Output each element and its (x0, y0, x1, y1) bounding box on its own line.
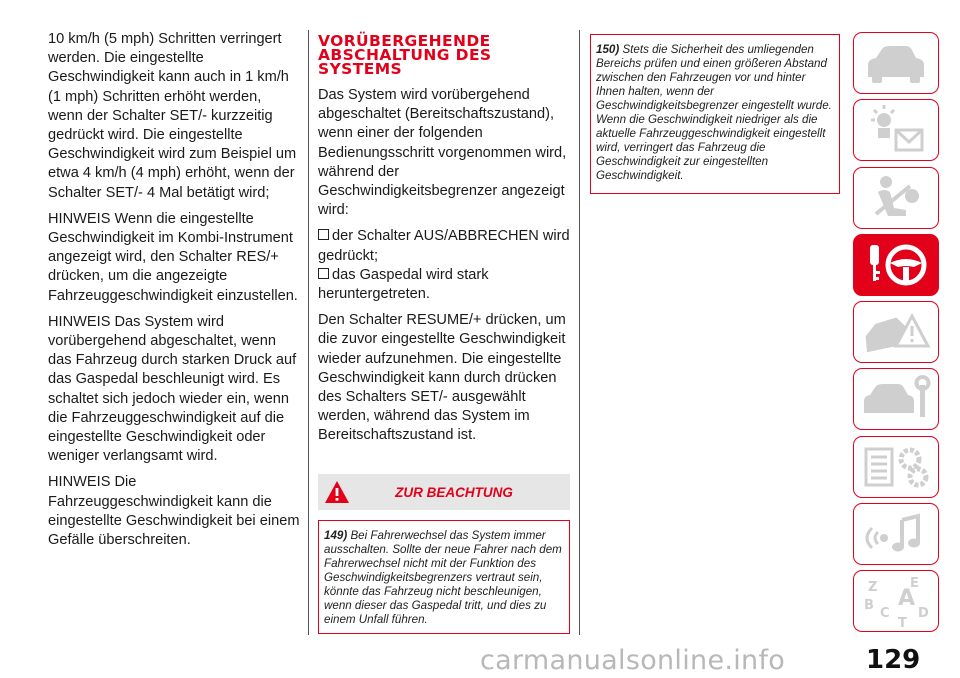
note-text: Stets die Sicherheit des umliegenden Bereichs prüfen und einen größeren Abstand zwischen den Fahrzeugen vor und hinter Ihnen halten, wenn der Geschwindigkeitsbegrenzer eingestellt wurde. Wenn die Geschwindigkeit niedriger als die aktuelle Fahrzeuggeschwindigkeit eingestellt wird, verringert das Fahrzeug die Geschwindigkeit zur eingestellten Geschwindigkeit. (596, 43, 832, 182)
car-dashboard-icon (854, 33, 938, 93)
checkbox-bullet-icon (318, 229, 329, 240)
paragraph: 10 km/h (5 mph) Schritten verringert werden. Die eingestellte Geschwindigkeit kann auch in 1 km/h (1 mph) Schritten erhöht werden, wenn der Schalter SET/- kurzzeitig gedrückt wird. Die eingestellte Geschwindigkeit wird zum Beispiel um etwa 4 km/h (4 mph) erhöht, wenn der Schalter SET/- 4 Mal betätigt wird; (48, 31, 297, 201)
tab-maintenance[interactable] (853, 368, 939, 430)
multimedia-music-icon (854, 504, 938, 564)
seat-airbag-safety-icon (854, 168, 938, 228)
column-2 (318, 30, 570, 634)
tab-emergency[interactable] (853, 301, 939, 363)
paragraph: HINWEIS Das System wird vorübergehend abgeschaltet, wenn das Fahrzeug durch starken Druck auf das Gaspedal beschleunigt wird. Es schaltet sich jedoch wieder ein, wenn die Fahrzeuggeschwindigkeit auf die eingestellte Geschwindigkeit oder weniger verlangsamt wird. (48, 313, 297, 465)
tab-index[interactable] (853, 570, 939, 632)
paragraph: HINWEIS Wenn die eingestellte Geschwindigkeit im Kombi-Instrument angezeigt wird, den Schalter RES/+ drücken, um die angezeigte Fahrzeuggeschwindigkeit einzustellen. (48, 210, 298, 304)
bullet-text: das Gaspedal wird stark heruntergetreten. (318, 266, 489, 303)
bullet-item (318, 227, 570, 265)
key-steering-wheel-icon (854, 235, 938, 295)
bullet-text: der Schalter AUS/ABBRECHEN wird gedrückt; (318, 228, 570, 264)
alphabetical-index-icon (854, 571, 938, 631)
svg-text:A: A (898, 586, 916, 612)
column-divider (579, 30, 580, 635)
tab-dashboard[interactable] (853, 32, 939, 94)
checkbox-bullet-icon (318, 268, 329, 279)
tab-safety[interactable] (853, 167, 939, 229)
page-number: 129 (866, 645, 921, 675)
svg-text:C: C (880, 606, 890, 622)
warning-note (318, 520, 570, 634)
note-number: 150) (596, 43, 620, 56)
car-maintenance-wrench-icon (854, 369, 938, 429)
warning-header (318, 474, 570, 510)
column-3 (590, 34, 840, 194)
svg-text:T: T (898, 616, 907, 632)
tab-starting-driving[interactable] (853, 234, 939, 296)
intro-paragraph: Das System wird vorübergehend abgeschaltet (Bereitschaftszustand), wenn einer der folgenden Bedienungsschritt vorgenommen wird, während der Geschwindigkeitsbegrenzer angezeigt wird: (318, 87, 567, 219)
bullet-item (318, 266, 570, 304)
tab-technical-data[interactable] (853, 436, 939, 498)
car-accident-warning-icon (854, 302, 938, 362)
svg-text:D: D (918, 606, 929, 622)
tab-warning-lights[interactable] (853, 99, 939, 161)
column-divider (308, 30, 309, 635)
svg-text:Z: Z (868, 580, 878, 596)
note-text: Bei Fahrerwechsel das System immer ausschalten. Sollte der neue Fahrer nach dem Fahrerwechsel nicht mit der Funktion des Geschwindigkeitsbegrenzers vertraut sein, könnte das Fahrzeug nicht beschleunigen, wenn dieser das Gaspedal tritt, und dies zu einem Unfall führen. (324, 528, 562, 626)
warning-box (318, 474, 570, 634)
tab-multimedia[interactable] (853, 503, 939, 565)
note-number: 149) (324, 528, 348, 542)
column-1 (48, 30, 300, 557)
warning-title: ZUR BEACHTUNG (395, 484, 513, 500)
warning-lights-message-icon (854, 100, 938, 160)
resume-paragraph: Den Schalter RESUME/+ drücken, um die zuvor eingestellte Geschwindigkeit wieder aufzunehmen. Die eingestellte Geschwindigkeit kann durch drücken des Schalters SET/- ausgewählt werden, während das System im Bereitschaftszustand ist. (318, 312, 566, 444)
svg-text:B: B (864, 598, 874, 614)
svg-text:E: E (910, 576, 919, 592)
chapter-tabs (853, 32, 939, 638)
paragraph: HINWEIS Die Fahrzeuggeschwindigkeit kann die eingestellte Geschwindigkeit bei einem Gefälle überschreiten. (48, 474, 300, 549)
warning-note (590, 34, 840, 194)
section-heading: VORÜBERGEHENDE ABSCHALTUNG DES SYSTEMS (318, 32, 492, 78)
watermark: carmanualsonline.info (480, 645, 786, 676)
technical-data-gears-icon (854, 437, 938, 497)
